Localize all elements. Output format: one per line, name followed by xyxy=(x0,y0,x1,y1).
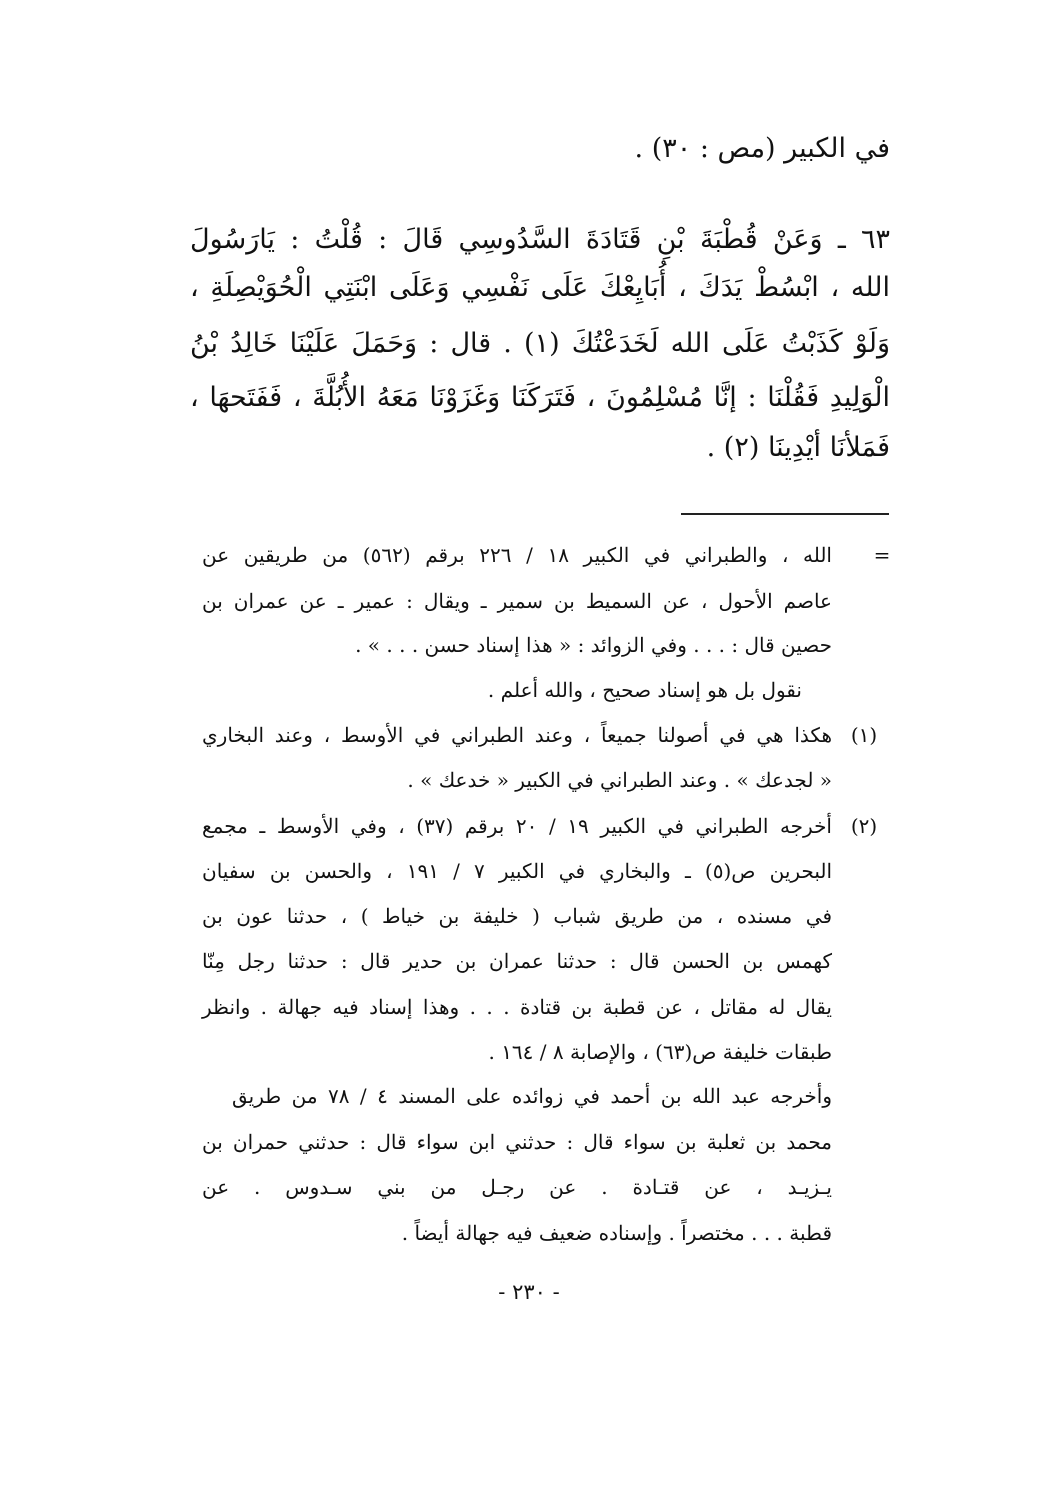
header-line: في الكبير (مص : ٣٠) . xyxy=(634,133,890,164)
footnote-line: يقال له مقاتل ، عن قطبة بن قتادة . . . وهذا إسناد فيه جهالة . وانظر xyxy=(202,995,832,1019)
hadith-line: الْوَلِيدِ فَقُلْنَا : إنَّا مُسْلِمُونَ ، فَتَرَكَنَا وَغَزَوْنَا مَعَهُ الأُبُلَّةَ ، فَفَتَحهَا ، xyxy=(190,382,890,413)
footnote-line: وأخرجه عبد الله بن أحمد في زوائده على المسند ٤ / ٧٨ من طريق xyxy=(232,1084,833,1108)
footnote-line: الله ، والطبراني في الكبير ١٨ / ٢٢٦ برقم (٥٦٢) من طريقين عن xyxy=(202,543,832,567)
footnote-line: البحرين ص(٥) ـ والبخاري في الكبير ٧ / ١٩١ ، والحسن بن سفيان xyxy=(202,859,833,883)
footnote-divider xyxy=(681,513,889,515)
hadith-line: ٦٣ ـ وَعَنْ قُطْبَةَ بْنِ قَتَادَةَ السَّدُوسِي قَالَ : قُلْتُ : يَارَسُولَ xyxy=(190,224,890,255)
footnote-line: حصين قال : . . . وفي الزوائد : « هذا إسناد حسن . . . » . xyxy=(355,633,832,657)
footnote-continuation-marker: = xyxy=(873,543,891,567)
footnote-2-marker: (٢) xyxy=(850,814,878,838)
footnote-line: محمد بن ثعلبة بن سواء قال : حدثني ابن سواء قال : حدثني حمران بن xyxy=(202,1130,832,1154)
hadith-line: الله ، ابْسُطْ يَدَكَ ، أُبَايِعْكَ عَلَى نَفْسِي وَعَلَى ابْنَتِي الْحُوَيْصِلَةِ ، xyxy=(190,272,890,303)
footnote-line: قطبة . . . مختصراً . وإسناده ضعيف فيه جهالة أيضاً . xyxy=(401,1221,832,1245)
footnote-line: عاصم الأحول ، عن السميط بن سمير ـ ويقال : عمير ـ عن عمران بن xyxy=(202,589,832,613)
footnote-line: هكذا هي في أصولنا جميعاً ، وعند الطبراني في الأوسط ، وعند البخاري xyxy=(202,723,832,747)
footnote-line: « لجدعك » . وعند الطبراني في الكبير « خدعك » . xyxy=(407,768,832,792)
hadith-line: وَلَوْ كَذَبْتُ عَلَى الله لَخَدَعْتُكَ (١) . قال : وَحَمَلَ عَلَيْنَا خَالِدُ بْنُ xyxy=(190,328,890,359)
footnote-line: أخرجه الطبراني في الكبير ١٩ / ٢٠ برقم (٣٧) ، وفي الأوسط ـ مجمع xyxy=(202,814,832,838)
page-number: - ٢٣٠ - xyxy=(498,1280,560,1304)
footnote-line: طبقات خليفة ص(٦٣) ، والإصابة ٨ / ١٦٤ . xyxy=(488,1040,832,1064)
hadith-line: فَمَلأنَا أيْدِينَا (٢) . xyxy=(706,432,890,463)
footnote-line: نقول بل هو إسناد صحيح ، والله أعلم . xyxy=(487,678,802,702)
footnote-line: كهمس بن الحسن قال : حدثنا عمران بن حدير قال : حدثنا رجل مِنّا xyxy=(202,949,832,973)
footnote-line: يـزيـد ، عن قتـادة . عن رجـل من بني سـدوس . عن xyxy=(202,1175,832,1199)
footnote-1-marker: (١) xyxy=(850,723,878,747)
footnote-line: في مسنده ، من طريق شباب ( خليفة بن خياط ) ، حدثنا عون بن xyxy=(202,904,832,928)
